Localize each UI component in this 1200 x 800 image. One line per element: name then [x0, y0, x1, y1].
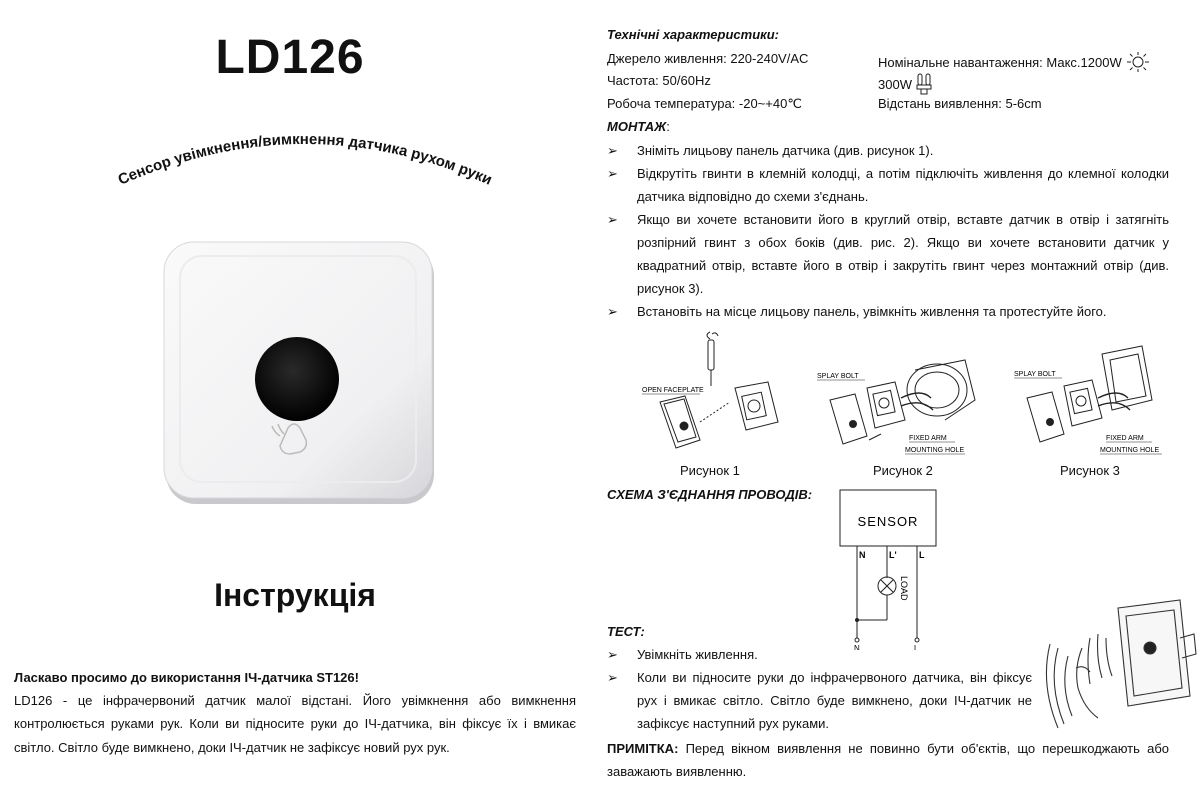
mounting-step-3: Якщо ви хочете встановити його в круглий отвір, вставте датчик в отвір і затягніть розпірний гвинт з обох боків (див. рис. 2). Якщо ви хочете встановити датчик у квадратний отвір, вставте його в отвір і закрутіть гвинт через монтажний отвір (див. рисунок 3).: [637, 212, 1169, 296]
terminal-l-prime: L': [889, 550, 897, 560]
list-item: [607, 300, 1169, 323]
spec-load2-text: 300W: [878, 77, 912, 92]
test-step-2: Коли ви підносите руки до інфрачервоного датчика, він фіксує рух і вмикає світло. Світло буде вимкнено, доки ІЧ-датчик не зафіксує наступний рух руками.: [637, 670, 1032, 731]
specs-heading: Технічні характеристики:: [607, 27, 779, 42]
intro-paragraph: LD126 - це інфрачервоний датчик малої відстані. Його увімкнення або вимкнення контролюється руками рук. Коли ви підносите руки до ІЧ-датчика, він фіксує їх і вмикає світло. Світло буде вимкнено, доки ІЧ-датчик не зафіксує новий рух рук.: [14, 693, 576, 755]
spec-load-2: [878, 73, 932, 95]
mounting-step-4: Встановіть на місце лицьову панель, увімкніть живлення та протестуйте його.: [637, 304, 1107, 319]
fig3-label-fixed-arm: FIXED ARM: [1106, 435, 1144, 442]
load-label: LOAD: [899, 576, 909, 601]
figure-3-square-hole: [1012, 340, 1172, 460]
svg-text:Сенсор увімкнення/вимкнення да: [116, 131, 495, 189]
sensor-lens: [255, 337, 339, 421]
sensor-device-image: [160, 238, 440, 508]
fig3-label-splay-bolt: SPLAY BOLT: [1014, 371, 1056, 378]
fig1-label-open-faceplate: OPEN FACEPLATE: [642, 387, 704, 394]
figure-1-caption: Рисунок 1: [680, 463, 740, 478]
fig2-label-splay-bolt: SPLAY BOLT: [817, 373, 859, 380]
list-item: [607, 208, 1169, 300]
spec-load: [878, 51, 1151, 73]
wiring-diagram: [835, 488, 965, 650]
note-paragraph: [607, 737, 1169, 783]
bullet-arrow-icon: ➢: [607, 647, 618, 662]
fig2-label-fixed-arm: FIXED ARM: [909, 435, 947, 442]
mounting-heading-label: МОНТАЖ: [607, 119, 667, 134]
mounting-step-2: Відкрутіть гвинти в клемній колодці, а потім підключіть живлення до клемної колодки датчика відповідно до схеми з'єднань.: [637, 166, 1169, 204]
spec-temperature: Робоча температура: -20~+40℃: [607, 96, 802, 111]
test-steps: [607, 643, 1032, 735]
welcome-text: Ласкаво просимо до використання ІЧ-датчика ST126!: [14, 670, 359, 685]
bottom-n-label: N: [854, 644, 860, 650]
list-item: [607, 162, 1169, 208]
mounting-heading: [607, 119, 670, 134]
bottom-l-label: L: [914, 644, 919, 650]
note-label: ПРИМІТКА:: [607, 741, 679, 756]
figure-2-caption: Рисунок 2: [873, 463, 933, 478]
test-step-1: Увімкніть живлення.: [637, 647, 758, 662]
terminal-l: L: [919, 550, 925, 560]
mounting-heading-colon: :: [666, 119, 670, 134]
figure-2-round-hole: [815, 340, 985, 460]
wiring-heading: СХЕМА З'ЄДНАННЯ ПРОВОДІВ:: [607, 487, 813, 502]
instruction-heading: Інструкція: [214, 577, 376, 613]
sensor-box-label: SENSOR: [857, 514, 919, 529]
spec-load-text: Номінальне навантаження: Макс.1200W: [878, 55, 1122, 70]
bullet-arrow-icon: ➢: [607, 212, 618, 227]
list-item: [607, 643, 1032, 666]
bullet-arrow-icon: ➢: [607, 670, 618, 685]
spec-frequency: Частота: 50/60Hz: [607, 73, 711, 88]
subtitle-arc: [95, 108, 515, 198]
lamp-icon: [916, 73, 932, 95]
bullet-arrow-icon: ➢: [607, 143, 618, 158]
bulb-icon: [1125, 51, 1151, 73]
figure-3-caption: Рисунок 3: [1060, 463, 1120, 478]
product-title: LD126: [215, 31, 365, 84]
terminal-n: N: [859, 550, 866, 560]
figure-1-open-faceplate: [640, 330, 790, 460]
subtitle-arc-text: Сенсор увімкнення/вимкнення датчика рухом руки: [115, 130, 495, 189]
spec-distance: Відстань виявлення: 5-6cm: [878, 96, 1042, 111]
mounting-steps: [607, 139, 1169, 323]
mounting-step-1: Зніміть лицьову панель датчика (див. рисунок 1).: [637, 143, 934, 158]
bullet-arrow-icon: ➢: [607, 166, 618, 181]
fig2-label-mounting-hole: MOUNTING HOLE: [905, 447, 965, 454]
bullet-arrow-icon: ➢: [607, 304, 618, 319]
test-heading: ТЕСТ:: [607, 624, 645, 639]
list-item: [607, 666, 1032, 735]
note-text: Перед вікном виявлення не повинно бути об'єктів, що перешкоджають або заважають виявленню.: [607, 741, 1169, 779]
list-item: [607, 139, 1169, 162]
fig3-label-mounting-hole: MOUNTING HOLE: [1100, 447, 1160, 454]
spec-power: Джерело живлення: 220-240V/AC: [607, 51, 809, 66]
